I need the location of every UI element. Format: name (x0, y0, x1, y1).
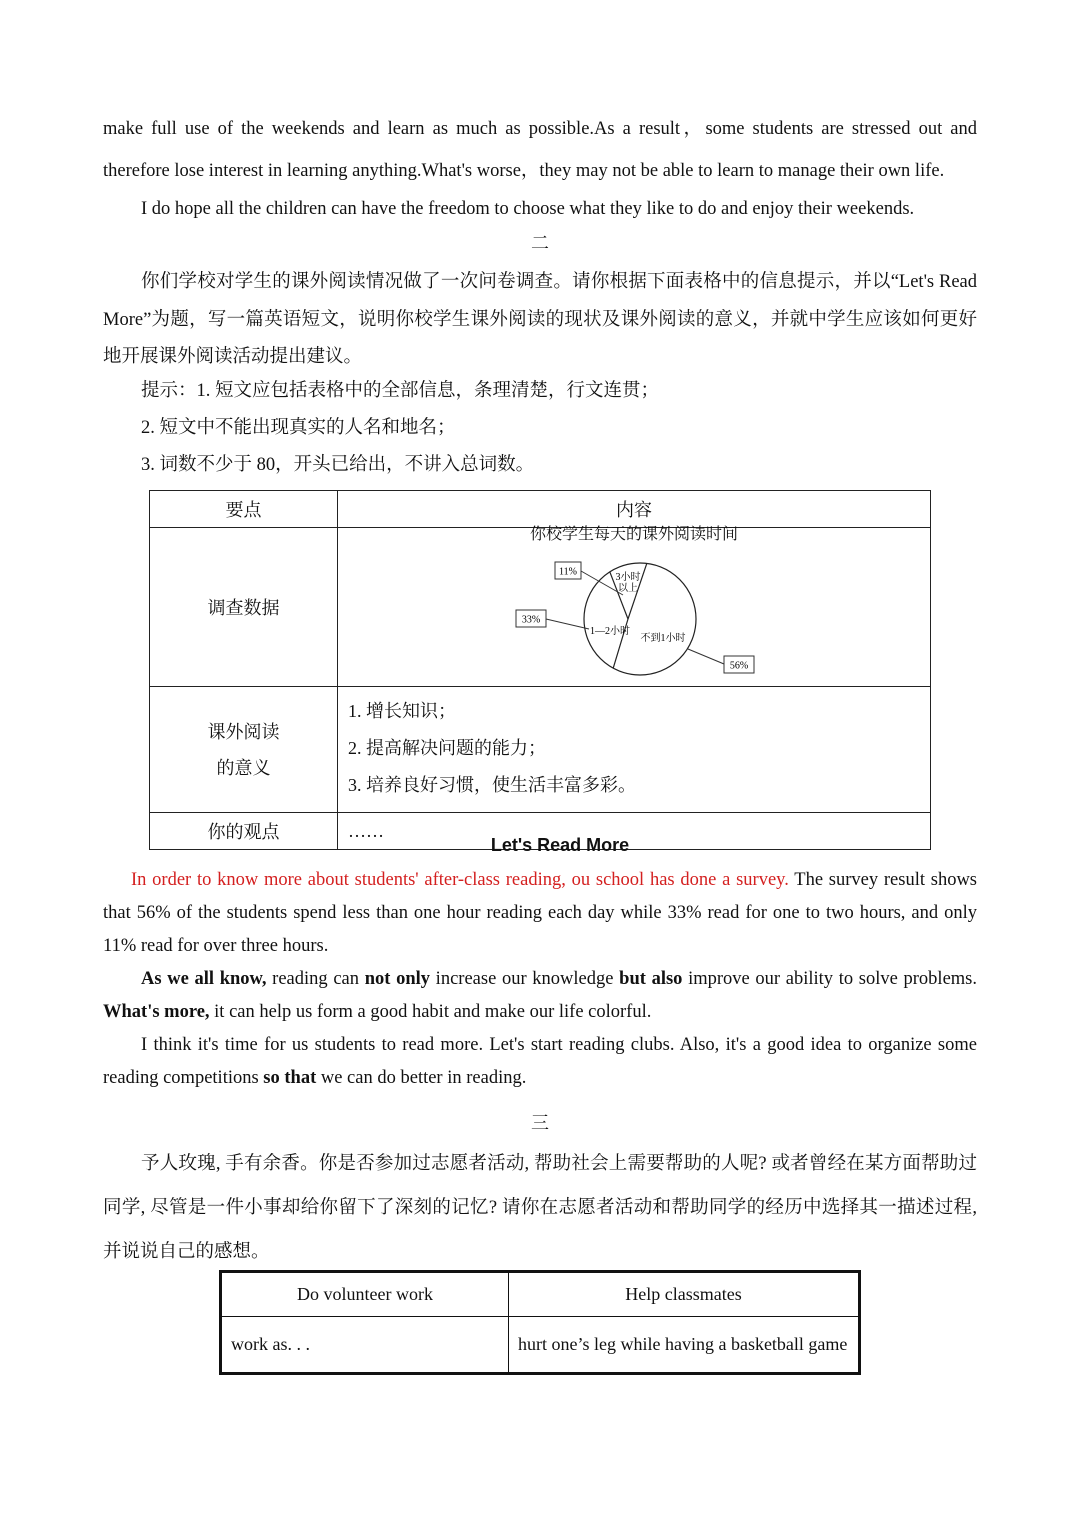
survey-data-row (150, 528, 931, 687)
phrase-bold: but also (619, 969, 683, 989)
opinion-label-cell: 你的观点 (150, 813, 338, 850)
section-3-number: 三 (531, 1113, 549, 1133)
volunteer-header: Do volunteer work (221, 1272, 509, 1317)
meaning-list (338, 687, 930, 812)
essay-p1-text: The survey result shows that 56% of the students spend less than one hour reading each day while 33% read for one to two hours, and only 11% read for over three hours. (103, 870, 978, 956)
essay-text: increase our knowledge (430, 969, 620, 989)
meaning-item: 3. 培养良好习惯，使生活丰富多彩。 (348, 775, 636, 795)
leader-56 (688, 649, 724, 664)
help-classmates-value: hurt one’s leg while having a basketball game (509, 1317, 860, 1374)
meaning-item: 2. 提高解决问题的能力； (348, 738, 546, 758)
experience-value-row (221, 1317, 860, 1374)
table-header-row (150, 491, 931, 528)
essay-text: it can help us form a good habit and make our life colorful. (209, 1002, 652, 1022)
hint-line-1: 提示：1. 短文应包括表格中的全部信息，条理清楚，行文连贯； (141, 381, 660, 401)
slice-label-3h-line1: 3小时 (615, 572, 641, 583)
volunteer-value: work as. . . (221, 1317, 509, 1374)
essay-paragraph-2 (103, 963, 977, 1029)
meaning-label-line1: 课外阅读 (207, 721, 280, 742)
section-3-prompt: 予人玫瑰, 手有余香。你是否参加过志愿者活动, 帮助社会上需要帮助的人呢? 或者曾经在某方面帮助过同学, 尽管是一件小事却给你留下了深刻的记忆? 请你在志愿者活动和帮助同学的经历中选择其一描述过程, 并说说自己的感想。 (103, 1154, 977, 1262)
essay-text: improve our ability to solve problems. (682, 969, 977, 989)
section-2-prompt: 你们学校对学生的课外阅读情况做了一次问卷调查。请你根据下面表格中的信息提示，并以“Let's Read More”为题，写一篇英语短文，说明你校学生课外阅读的现状及课外阅读的意义，并就中学生应该如何更好地开展课外阅读活动提出建议。 (103, 272, 977, 367)
essay-paragraph-1 (103, 864, 977, 963)
slice-label-3h-line2: 以上 (618, 583, 638, 594)
experience-header-row (221, 1272, 860, 1317)
survey-chart-cell (338, 528, 931, 687)
chart-title: 你校学生每天的课外阅读时间 (529, 526, 738, 543)
phrase-bold: As we all know, (141, 969, 267, 989)
header-content-cell: 内容 (338, 491, 931, 528)
experience-table (219, 1270, 861, 1375)
essay-title: Let's Read More (490, 835, 630, 855)
section-2-number: 二 (531, 233, 549, 253)
meaning-label-line2: 的意义 (216, 757, 271, 778)
phrase-bold: What's more, (103, 1002, 210, 1022)
pie-chart-svg (338, 528, 931, 686)
previous-essay-ending: make full use of the weekends and learn as much as possible.As a result，some students are stressed out and therefore lose interest in learning anything.What's worse，they may not be able to learn to manage their own life. (103, 119, 977, 181)
callout-value-56: 56% (729, 660, 749, 672)
hint-line-2: 2. 短文中不能出现真实的人名和地名； (141, 418, 456, 438)
essay-paragraph-3 (103, 1029, 977, 1095)
phrase-bold: so that (263, 1068, 317, 1088)
slice-label-under-1h: 不到1小时 (640, 633, 686, 644)
essay-opening-sentence: In order to know more about students' after-class reading, ou school has done a survey. (131, 870, 789, 890)
hint-line-3: 3. 词数不少于 80，开头已给出，不讲入总词数。 (141, 455, 535, 475)
slice-label-1-2h: 1—2小时 (590, 626, 630, 637)
essay-text: we can do better in reading. (316, 1068, 527, 1088)
phrase-bold: not only (364, 969, 430, 989)
meaning-content-cell (338, 687, 931, 813)
header-key-cell: 要点 (150, 491, 338, 528)
callout-value-11: 11% (559, 566, 577, 578)
meaning-row (150, 687, 931, 813)
essay-text: reading can (266, 969, 365, 989)
previous-essay-closing: I do hope all the children can have the freedom to choose what they like to do and enjoy their weekends. (141, 199, 915, 219)
meaning-item: 1. 增长知识； (348, 701, 456, 721)
survey-label-cell: 调查数据 (150, 528, 338, 687)
opinion-value-cell: …… (338, 813, 931, 850)
leader-33 (546, 619, 589, 629)
help-classmates-header: Help classmates (509, 1272, 860, 1317)
callout-value-33: 33% (521, 614, 541, 626)
essay-text: I think it's time for us students to read more. Let's start reading clubs. Also, it's a good idea to organize some reading competitions (103, 1035, 977, 1088)
survey-info-table (149, 490, 931, 850)
meaning-label-cell (150, 687, 338, 813)
pie-chart (338, 528, 930, 686)
